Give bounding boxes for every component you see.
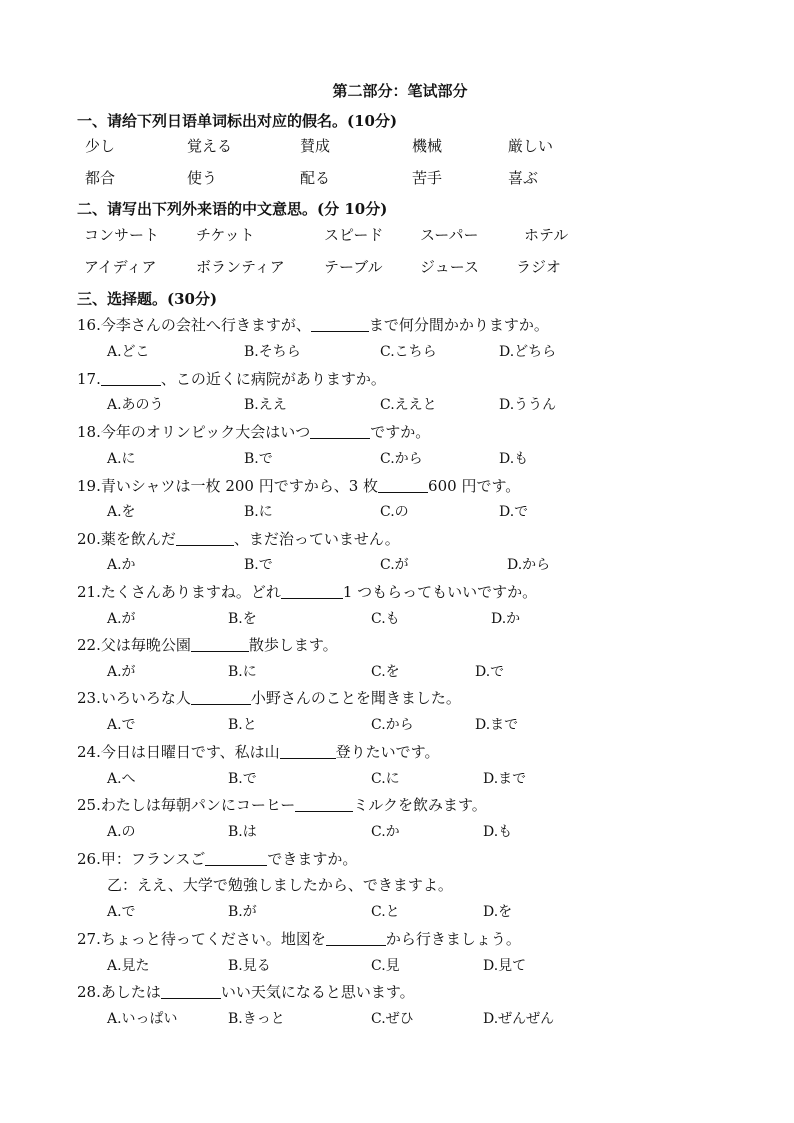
section2-heading: 二、请写出下列外来语的中文意思。(分 10分) bbox=[77, 200, 388, 218]
option-d[interactable]: D.で bbox=[475, 664, 505, 680]
option-a[interactable]: A.に bbox=[107, 451, 136, 467]
vocab-word: 配る bbox=[300, 169, 331, 187]
option-b[interactable]: B.ええ bbox=[244, 397, 287, 413]
option-d[interactable]: D.まで bbox=[483, 771, 527, 787]
loanword: ラジオ bbox=[516, 258, 562, 276]
option-d[interactable]: D.ぜんぜん bbox=[483, 1011, 555, 1027]
option-b[interactable]: B.が bbox=[228, 904, 257, 920]
option-c[interactable]: C.見 bbox=[371, 958, 400, 974]
loanword: アイディア bbox=[84, 258, 157, 276]
loanword: チケット bbox=[196, 226, 255, 244]
option-c[interactable]: C.から bbox=[380, 451, 423, 467]
answer-blank[interactable] bbox=[280, 744, 336, 759]
question-28: 28.あしたは いい天気になると思います。 bbox=[77, 983, 415, 1001]
option-b[interactable]: B.見る bbox=[228, 958, 271, 974]
option-a[interactable]: A.の bbox=[107, 824, 136, 840]
option-a[interactable]: A.が bbox=[107, 664, 136, 680]
question-22: 22.父は毎晩公園 散歩します。 bbox=[77, 636, 338, 654]
option-a[interactable]: A.へ bbox=[107, 771, 136, 787]
option-a[interactable]: A.か bbox=[107, 557, 136, 573]
answer-blank[interactable] bbox=[161, 984, 221, 999]
vocab-word: 覚える bbox=[187, 137, 233, 155]
option-a[interactable]: A.あのう bbox=[107, 397, 164, 413]
option-c[interactable]: C.こちら bbox=[380, 344, 437, 360]
option-d[interactable]: D.か bbox=[491, 611, 521, 627]
option-a[interactable]: A.を bbox=[107, 504, 136, 520]
option-a[interactable]: A.が bbox=[107, 611, 136, 627]
option-a[interactable]: A.見た bbox=[107, 958, 150, 974]
vocab-word: 苦手 bbox=[412, 169, 443, 187]
option-c[interactable]: C.も bbox=[371, 611, 400, 627]
option-d[interactable]: D.ううん bbox=[499, 397, 557, 413]
loanword: テーブル bbox=[324, 258, 383, 276]
vocab-word: 都合 bbox=[85, 169, 116, 187]
option-a[interactable]: A.いっぱい bbox=[107, 1011, 178, 1027]
question-17: 17. 、この近くに病院がありますか。 bbox=[77, 370, 386, 388]
option-b[interactable]: B.を bbox=[228, 611, 257, 627]
option-d[interactable]: D.も bbox=[499, 451, 529, 467]
option-d[interactable]: D.を bbox=[483, 904, 513, 920]
vocab-word: 賛成 bbox=[300, 137, 331, 155]
option-b[interactable]: B.そちら bbox=[244, 344, 301, 360]
option-c[interactable]: C.ぜひ bbox=[371, 1011, 414, 1027]
question-20: 20.薬を飲んだ 、まだ治っていません。 bbox=[77, 530, 400, 548]
vocab-word: 少し bbox=[85, 137, 116, 155]
option-b[interactable]: B.に bbox=[244, 504, 273, 520]
option-b[interactable]: B.で bbox=[228, 771, 257, 787]
option-b[interactable]: B.きっと bbox=[228, 1011, 285, 1027]
question-18: 18.今年のオリンピック大会はいつ ですか。 bbox=[77, 423, 431, 441]
page-title: 第二部分：笔试部分 bbox=[332, 82, 468, 100]
question-26: 26.甲：フランスご できますか。 bbox=[77, 850, 358, 868]
option-c[interactable]: C.と bbox=[371, 904, 400, 920]
section3-heading: 三、选择题。(30分) bbox=[77, 290, 218, 308]
option-c[interactable]: C.に bbox=[371, 771, 400, 787]
loanword: コンサート bbox=[84, 226, 160, 244]
option-d[interactable]: D.も bbox=[483, 824, 513, 840]
loanword: ホテル bbox=[524, 226, 569, 244]
question-25: 25.わたしは毎朝パンにコーヒー ミルクを飲みます。 bbox=[77, 796, 487, 814]
option-d[interactable]: D.まで bbox=[475, 717, 519, 733]
question-24: 24.今日は日曜日です、私は山 登りたいです。 bbox=[77, 743, 440, 761]
answer-blank[interactable] bbox=[205, 851, 267, 866]
option-c[interactable]: C.から bbox=[371, 717, 414, 733]
loanword: スーパー bbox=[420, 226, 479, 244]
loanword: ボランティア bbox=[196, 258, 285, 276]
answer-blank[interactable] bbox=[311, 317, 369, 332]
answer-blank[interactable] bbox=[378, 478, 428, 493]
answer-blank[interactable] bbox=[310, 424, 370, 439]
question-26-line2: 乙：ええ、大学で勉強しましたから、できますよ。 bbox=[107, 876, 453, 894]
question-21: 21.たくさんありますね。どれ 1 つもらってもいいですか。 bbox=[77, 583, 538, 601]
answer-blank[interactable] bbox=[326, 931, 386, 946]
loanword: ジュース bbox=[420, 258, 479, 276]
vocab-word: 厳しい bbox=[508, 137, 554, 155]
vocab-word: 使う bbox=[187, 169, 218, 187]
option-b[interactable]: B.で bbox=[244, 451, 273, 467]
option-c[interactable]: C.を bbox=[371, 664, 400, 680]
section1-heading: 一、请给下列日语单词标出对应的假名。(10分) bbox=[77, 112, 398, 130]
option-c[interactable]: C.ええと bbox=[380, 397, 437, 413]
answer-blank[interactable] bbox=[281, 584, 343, 599]
option-c[interactable]: C.の bbox=[380, 504, 409, 520]
option-a[interactable]: A.で bbox=[107, 717, 136, 733]
option-a[interactable]: A.どこ bbox=[107, 344, 150, 360]
option-b[interactable]: B.は bbox=[228, 824, 257, 840]
answer-blank[interactable] bbox=[101, 371, 161, 386]
option-d[interactable]: D.で bbox=[499, 504, 529, 520]
loanword: スピード bbox=[324, 226, 384, 244]
option-c[interactable]: C.が bbox=[380, 557, 409, 573]
answer-blank[interactable] bbox=[176, 531, 234, 546]
option-d[interactable]: D.どちら bbox=[499, 344, 557, 360]
question-27: 27.ちょっと待ってください。地図を から行きましょう。 bbox=[77, 930, 521, 948]
option-a[interactable]: A.で bbox=[107, 904, 136, 920]
answer-blank[interactable] bbox=[191, 690, 251, 705]
question-23: 23.いろいろな人 小野さんのことを聞きました。 bbox=[77, 689, 461, 707]
option-b[interactable]: B.で bbox=[244, 557, 273, 573]
question-16: 16.今李さんの会社へ行きますが、 まで何分間かかりますか。 bbox=[77, 316, 549, 334]
answer-blank[interactable] bbox=[191, 637, 249, 652]
option-c[interactable]: C.か bbox=[371, 824, 400, 840]
answer-blank[interactable] bbox=[295, 797, 353, 812]
option-d[interactable]: D.見て bbox=[483, 958, 527, 974]
vocab-word: 喜ぶ bbox=[508, 169, 539, 187]
vocab-word: 機械 bbox=[412, 137, 443, 155]
option-b[interactable]: B.と bbox=[228, 717, 257, 733]
question-19: 19.青いシャツは一枚 200 円ですから、3 枚 600 円です。 bbox=[77, 477, 521, 495]
option-b[interactable]: B.に bbox=[228, 664, 257, 680]
option-d[interactable]: D.から bbox=[507, 557, 551, 573]
